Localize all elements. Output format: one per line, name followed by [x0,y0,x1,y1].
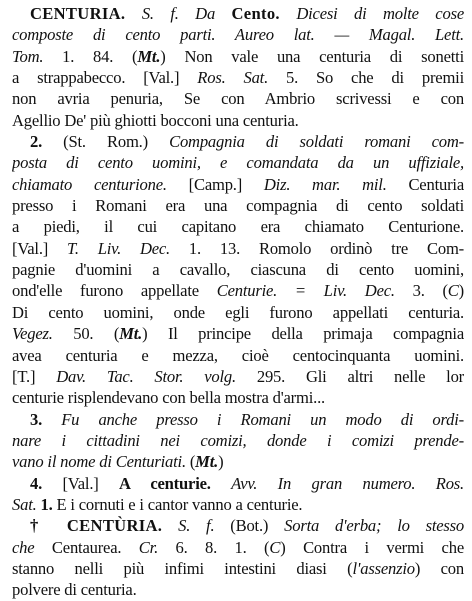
entry-text: 1. 13. Romolo ordinò tre Com- [170,238,464,258]
headword: † CENTÙRIA. [30,516,163,536]
entry-line [12,345,464,366]
entry-text: 3. [30,409,43,429]
entry-text: Centaurea. [34,537,139,557]
entry-text: [Val.] [42,473,120,493]
entry-text: nare i cittadini nei comizi, donde i comizi prende- [12,430,464,450]
entry-text: Agellio De' più ghiotti bocconi una centuria. [12,110,299,130]
entry-text: (St. Rom.) [42,132,170,152]
entry-text: 2. [30,132,43,152]
entry-text: centurie risplendevano con bella mostra d'armi... [12,388,325,408]
entry-line [12,302,464,323]
entry-text: E i cornuti e i cantor vanno a centurie. [52,494,303,514]
entry-text: stanno nelli più infimi intestini diasi ( [12,558,353,578]
entry-line [12,174,464,195]
entry-text: Mt. [195,452,219,472]
entry-line [12,152,464,173]
entry-text: 1. [40,494,53,514]
entry-line [12,558,464,579]
entry-text: posta di cento uomini, e comandata da un uffiziale, [12,153,464,173]
entry-text: 4. [30,473,43,493]
entry-text: S. f. Da [141,4,216,23]
entry-text: C [269,537,281,557]
entry-line [12,280,464,301]
entry-line [12,366,464,387]
entry-text: 295. Gli altri nelle lor [235,366,464,386]
entry-text: Tom. [12,46,44,66]
entry-text: presso i Romani era una compagnia di cento soldati [12,196,464,216]
entry-text: Vegez. [12,324,53,344]
entry-text: S. f. [178,516,215,536]
entry-line [12,473,464,494]
entry-text: [Camp.] [166,174,264,194]
entry-text: avea centuria e mezza, cioè centocinquanta uomini. [12,345,464,365]
dictionary-entry [12,409,464,473]
entry-line [12,451,464,472]
entry-text: Dicesi di molte cose [296,4,464,23]
entry-text: Mt. [119,324,143,344]
entry-text: ) Contra i vermi che [280,537,464,557]
headword: CENTURIA. [30,4,126,23]
entry-text: composte di cento parti. Aureo lat. — Magal. Lett. [12,25,464,45]
entry-text: Compagnia di soldati romani com- [169,132,464,152]
entry-line [12,195,464,216]
entry-text: [Val.] [12,238,68,258]
entry-line [12,24,464,45]
entry-text: ond'elle furono appellate [12,281,217,301]
entry-text: che [12,537,35,557]
entry-line [12,537,464,558]
entry-text: l'assenzio [352,558,415,578]
entry-line [12,430,464,451]
entry-text: Cr. [138,537,159,557]
entry-text: a piedi, il cui capitano era chiamato Centurione. [12,217,464,237]
entry-text: 5. So che di premii [268,68,464,88]
entry-line [12,238,464,259]
entry-text: chiamato centurione. [12,174,167,194]
entry-line [12,494,464,515]
entry-text: ( [185,452,196,472]
entry-text: ) con [414,558,464,578]
entry-text: polvere di centuria. [12,580,137,600]
entry-text: Centuria [386,174,464,194]
entry-text: 1. 84. ( [43,46,138,66]
entry-text: Avv. In gran numero. Ros. [231,473,464,493]
entry-text: Ros. Sat. [197,68,269,88]
dictionary-entry [12,473,464,516]
entry-line [12,259,464,280]
entry-text: 50. ( [52,324,120,344]
entry-line [12,323,464,344]
entry-text: Sorta d'erba; lo stesso [284,516,464,536]
entry-text: ) Non vale una centuria di sonetti [160,46,464,66]
dictionary-entry [12,515,464,600]
entry-line [12,216,464,237]
entry-line [12,46,464,67]
entry-text: Fu anche presso i Romani un modo di ordi- [61,409,464,429]
entry-line [12,88,464,109]
entry-line [12,579,464,600]
entry-text: T. Liv. Dec. [67,238,171,258]
entry-text: ) Il principe della primaja compagnia [142,324,464,344]
entry-text: pagnie d'uomini a cavallo, ciascuna di cento uomini, [12,260,464,280]
entry-line [12,110,464,131]
entry-text: [T.] [12,366,57,386]
entry-text: Sat. [12,494,37,514]
entry-text: vano il nome di Centuriati. [12,452,186,472]
entry-text: A centurie. [119,473,211,493]
entry-line [12,3,464,24]
entry-line [12,387,464,408]
entry-line [12,515,464,536]
headword: Cento. [231,4,280,23]
entry-text [211,474,231,493]
entry-text: (Bot.) [214,516,285,536]
entry-text [42,410,61,429]
entry-text: ) [218,452,224,472]
entry-text: Centurie. = Liv. Dec. [216,281,395,301]
entry-text [125,4,141,23]
entry-text: 3. ( [394,281,448,301]
entry-text: 6. 8. 1. ( [158,537,270,557]
entry-text: Di cento uomini, onde egli furono appellati centuria. [12,302,464,322]
entry-text: C [447,281,459,301]
entry-text: ) [458,281,464,301]
dictionary-entry [12,131,464,408]
entry-text: Dav. Tac. Stor. volg. [56,366,236,386]
entry-text: Diz. mar. mil. [263,174,387,194]
entry-text: a strappabecco. [Val.] [12,68,198,88]
entry-text: non avria penuria, Se con Ambrio scrivessi e con [12,89,464,109]
entry-text: Mt. [137,46,161,66]
entry-line [12,409,464,430]
entry-line [12,67,464,88]
entry-line [12,131,464,152]
entry-text [162,516,178,535]
dictionary-entry [12,3,464,131]
entry-text [280,4,296,23]
entry-text [215,4,231,23]
